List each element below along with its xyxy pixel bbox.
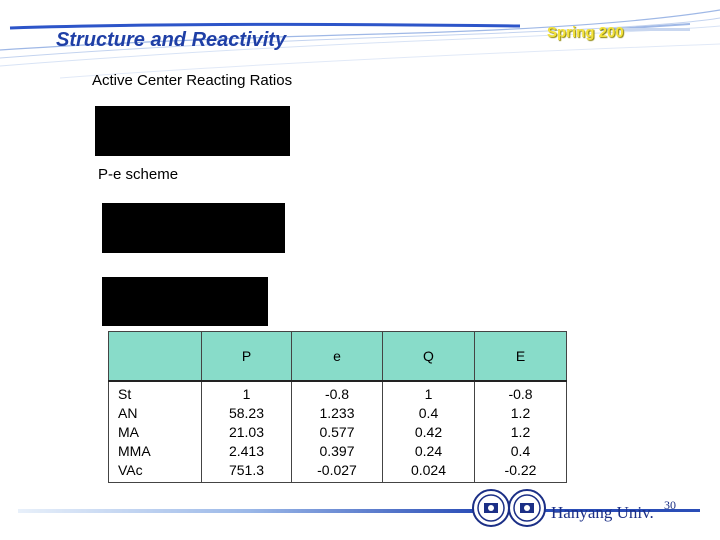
table-header-cell: Q	[383, 332, 475, 382]
footer-line	[18, 509, 478, 513]
table-header-row	[109, 332, 567, 382]
table-header-cell	[109, 332, 202, 382]
e-lower-column: -0.8 1.233 0.577 0.397 -0.027	[292, 381, 383, 483]
university-name: Hanyang Univ.	[551, 503, 654, 522]
section-label: P-e scheme	[98, 166, 179, 183]
semester-label: Spring 200	[547, 24, 624, 41]
table-row	[109, 381, 567, 483]
redacted-equation-block	[102, 277, 268, 326]
university-seal-icon	[508, 489, 546, 527]
table-header-cell: e	[292, 332, 383, 382]
q-column: 1 0.4 0.42 0.24 0.024	[383, 381, 475, 483]
monomer-column: St AN MA MMA VAc	[109, 381, 202, 483]
e-upper-column: -0.8 1.2 1.2 0.4 -0.22	[475, 381, 567, 483]
table-header-cell: P	[202, 332, 292, 382]
table-header-cell: E	[475, 332, 567, 382]
redacted-equation-block	[102, 203, 285, 253]
redacted-equation-block	[95, 106, 290, 156]
university-seal-icon	[472, 489, 510, 527]
subtitle: Active Center Reacting Ratios	[92, 72, 293, 89]
page-number: 30	[664, 498, 676, 512]
p-column: 1 58.23 21.03 2.413 751.3	[202, 381, 292, 483]
reactivity-table	[108, 331, 567, 483]
slide-title: Structure and Reactivity	[56, 29, 287, 51]
